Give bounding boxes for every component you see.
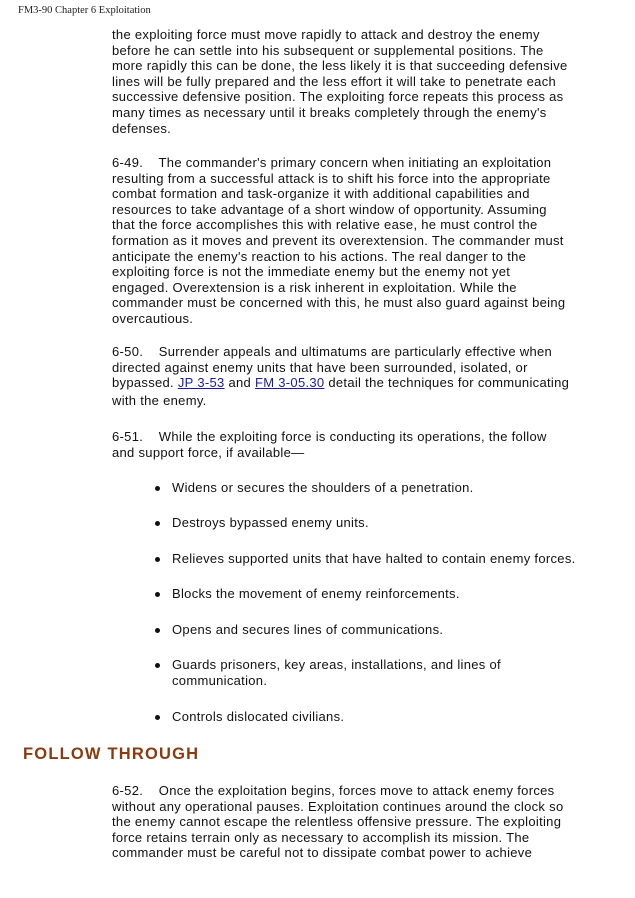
bullet-text: Relieves supported units that have halted to contain enemy forces. bbox=[172, 551, 576, 566]
text-line bbox=[112, 375, 622, 391]
text-line: the exploiting force must move rapidly to attack and destroy the enemy bbox=[112, 27, 540, 42]
text-line: 6-49. The commander's primary concern when initiating an exploitation bbox=[112, 155, 552, 170]
text-line: 6-52. Once the exploitation begins, forces move to attack enemy forces bbox=[112, 783, 555, 798]
bullet-icon bbox=[155, 663, 160, 668]
bullet-icon bbox=[155, 521, 160, 526]
text-line: overcautious. bbox=[112, 310, 194, 326]
paragraph-6-49 bbox=[112, 155, 622, 327]
text-line: engaged. Overextension is a risk inherent in exploitation. While the bbox=[112, 279, 517, 295]
text: and bbox=[224, 375, 255, 391]
text-line: formation as it moves and prevent its overextension. The commander must bbox=[112, 232, 564, 248]
text-line: with the enemy. bbox=[112, 392, 207, 408]
text-line: without any operational pauses. Exploitation continues around the clock so bbox=[112, 798, 564, 814]
text-line: many times as necessary until it breaks completely through the enemy's bbox=[112, 104, 547, 120]
text-line: lines will be fully prepared and the less effort it will take to penetrate each bbox=[112, 73, 557, 89]
paragraph-continuation bbox=[112, 27, 622, 136]
link-jp-3-53[interactable]: JP 3-53 bbox=[177, 375, 225, 391]
text-line: commander must be concerned with this, he must also guard against being bbox=[112, 295, 566, 311]
bullet-icon bbox=[155, 715, 160, 720]
text-line: Guards prisoners, key areas, installations, and lines of bbox=[172, 657, 501, 672]
page-header: FM3-90 Chapter 6 Exploitation bbox=[18, 5, 151, 16]
bullet-icon bbox=[155, 592, 160, 597]
text-line: force retains terrain only as necessary to accomplish its mission. The bbox=[112, 829, 530, 845]
text-line: resources to take advantage of a short window of opportunity. Assuming bbox=[112, 201, 547, 217]
text-line: resulting from a successful attack is to shift his force into the appropriate bbox=[112, 170, 551, 186]
text-line: more rapidly this can be done, the less likely it is that succeeding defensive bbox=[112, 58, 568, 74]
text-line: 6-51. While the exploiting force is conducting its operations, the follow bbox=[112, 429, 547, 444]
bullet-icon bbox=[155, 628, 160, 633]
text-line: the enemy cannot escape the relentless offensive pressure. The exploiting bbox=[112, 814, 562, 830]
bullet-text: Blocks the movement of enemy reinforcements. bbox=[172, 586, 460, 601]
text-line: commander must be careful not to dissipate combat power to achieve bbox=[112, 845, 533, 861]
text-line: directed against enemy units that have been surrounded, isolated, or bbox=[112, 359, 528, 375]
text-line: anticipate the enemy's reaction to his actions. The real danger to the bbox=[112, 248, 527, 264]
text-line: defenses. bbox=[112, 120, 172, 136]
bullet-text: Controls dislocated civilians. bbox=[172, 709, 345, 724]
text-line: exploiting force is not the immediate enemy but the enemy not yet bbox=[112, 264, 511, 280]
text-line: that the force accomplishes this with relative ease, he must control the bbox=[112, 217, 538, 233]
link-fm-3-05-30[interactable]: FM 3-05.30 bbox=[254, 375, 325, 391]
text-line: combat formation and task-organize it with additional capabilities and bbox=[112, 186, 530, 202]
text: bypassed. bbox=[112, 375, 178, 391]
paragraph-6-50 bbox=[112, 344, 622, 408]
text-line: communication. bbox=[172, 672, 268, 688]
bullet-text: Widens or secures the shoulders of a penetration. bbox=[172, 480, 474, 495]
text-line: 6-50. Surrender appeals and ultimatums are particularly effective when bbox=[112, 344, 553, 359]
bullet-text bbox=[172, 657, 501, 688]
paragraph-6-51 bbox=[112, 429, 622, 460]
text-line: and support force, if available— bbox=[112, 444, 305, 460]
bullet-icon bbox=[155, 486, 160, 491]
bullet-text: Opens and secures lines of communications. bbox=[172, 622, 444, 637]
paragraph-6-52 bbox=[112, 783, 622, 861]
bullet-icon bbox=[155, 557, 160, 562]
text-line: before he can settle into his subsequent or supplemental positions. The bbox=[112, 42, 544, 58]
text-line: successive defensive position. The exploiting force repeats this process as bbox=[112, 89, 564, 105]
bullet-text: Destroys bypassed enemy units. bbox=[172, 515, 369, 530]
text: detail the techniques for communicating bbox=[324, 375, 570, 391]
section-heading: FOLLOW THROUGH bbox=[23, 745, 200, 763]
